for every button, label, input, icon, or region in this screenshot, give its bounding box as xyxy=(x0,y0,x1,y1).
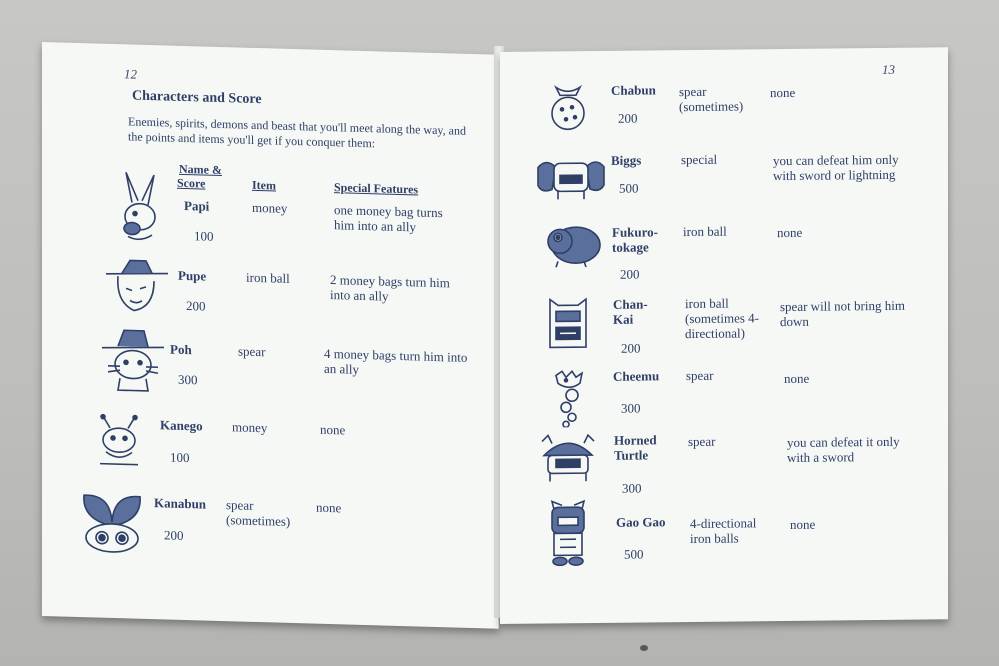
character-name: Cheemu xyxy=(613,368,660,384)
header-features: Special Features xyxy=(334,180,419,197)
rabbit-icon xyxy=(116,170,164,243)
character-score: 300 xyxy=(622,480,642,496)
character-score: 300 xyxy=(178,371,198,388)
character-features: one money bag turns him into an ally xyxy=(334,202,443,235)
character-item: iron ball (sometimes 4-directional) xyxy=(685,295,760,342)
lizard-icon xyxy=(544,221,602,268)
hat-cat-icon xyxy=(100,326,166,394)
character-score: 500 xyxy=(624,546,644,562)
character-score: 200 xyxy=(186,298,206,314)
character-name: Chabun xyxy=(611,82,656,98)
character-score: 100 xyxy=(194,228,214,244)
character-score: 200 xyxy=(164,527,184,543)
character-score: 200 xyxy=(618,110,638,126)
pot-icon xyxy=(548,83,588,131)
page-number-left: 12 xyxy=(124,66,137,82)
character-item: spear (sometimes) xyxy=(226,497,291,529)
character-item: spear (sometimes) xyxy=(679,83,744,115)
character-item: iron ball xyxy=(246,269,290,286)
character-features: none xyxy=(784,370,810,387)
character-name: Pupe xyxy=(178,267,207,284)
character-item: spear xyxy=(686,367,714,384)
elephant-icon xyxy=(536,155,606,202)
character-item: 4-directional iron balls xyxy=(690,515,757,547)
character-features: none xyxy=(777,224,803,241)
character-name: Fukuro-tokage xyxy=(612,224,658,255)
character-score: 500 xyxy=(619,180,639,196)
table-spot xyxy=(640,645,648,651)
character-item: spear xyxy=(238,343,266,360)
totem-icon xyxy=(546,295,590,351)
character-item: money xyxy=(232,419,268,436)
character-features: spear will not bring him down xyxy=(780,297,905,330)
caterpillar-icon xyxy=(550,369,588,427)
antenna-creature-icon xyxy=(92,413,146,469)
character-features: you can defeat him only with sword or lightning xyxy=(773,151,899,184)
right-page xyxy=(500,47,948,624)
character-name: Chan-Kai xyxy=(613,296,648,327)
character-name: Papi xyxy=(184,197,210,214)
character-item: spear xyxy=(688,433,716,450)
character-score: 300 xyxy=(621,400,641,416)
header-item: Item xyxy=(252,177,276,193)
character-name: Horned Turtle xyxy=(614,432,657,463)
page-number-right: 13 xyxy=(882,61,895,77)
header-name-line2: Score xyxy=(177,175,206,191)
gaogao-icon xyxy=(546,499,590,567)
character-features: none xyxy=(320,421,346,438)
character-features: none xyxy=(790,516,816,532)
character-name: Gao Gao xyxy=(616,514,666,530)
character-features: you can defeat it only with a sword xyxy=(787,433,900,465)
page-title: Characters and Score xyxy=(132,88,262,108)
character-score: 200 xyxy=(621,340,641,356)
character-score: 100 xyxy=(170,449,190,466)
character-features: 4 money bags turn him into an ally xyxy=(324,345,468,377)
character-name: Kanego xyxy=(160,417,203,434)
hat-dog-icon xyxy=(104,258,170,318)
character-name: Biggs xyxy=(611,152,642,168)
character-item: iron ball xyxy=(683,223,727,240)
header-name-line1: Name & xyxy=(179,161,222,178)
character-name: Kanabun xyxy=(154,495,207,512)
turtle-icon xyxy=(538,433,598,484)
beetle-icon xyxy=(80,491,144,555)
character-features: none xyxy=(316,499,342,516)
intro-text: Enemies, spirits, demons and beast that you'll meet along the way, and the points and items you'll get if you conquer them: xyxy=(128,114,466,151)
character-item: money xyxy=(252,199,288,216)
left-page xyxy=(42,42,499,629)
character-name: Poh xyxy=(170,341,192,358)
character-features: 2 money bags turn him into an ally xyxy=(330,272,450,304)
character-features: none xyxy=(770,84,796,101)
character-score: 200 xyxy=(620,266,640,282)
character-item: special xyxy=(681,151,718,168)
